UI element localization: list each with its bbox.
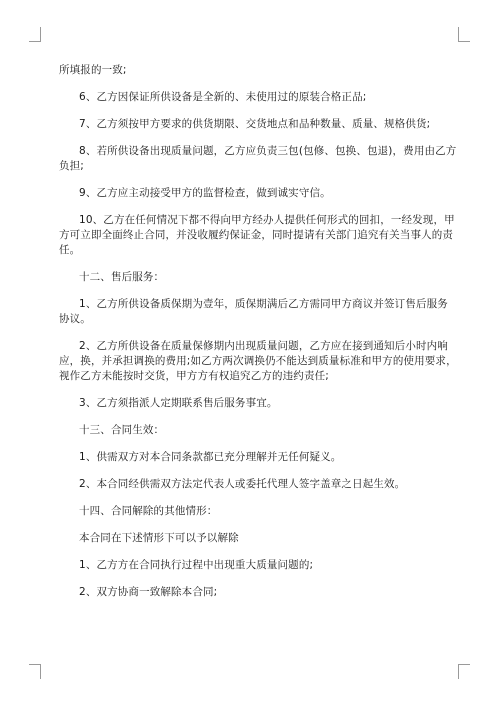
termination-item-2: 2、双方协商一致解除本合同;: [79, 586, 218, 598]
after-sales-item-2-end: 视作乙方未能按时交货，甲方方有权追究乙方的违约责任;: [59, 370, 329, 382]
document-page: [59, 63, 457, 612]
crop-mark-bottom-left: [29, 664, 41, 679]
after-sales-item-1-continued: 协议。: [59, 313, 91, 325]
crop-mark-top-left: [29, 27, 41, 42]
effect-item-1: 1、供需双方对本合同条款都已充分理解并无任何疑义。: [79, 451, 342, 463]
clause-8: 8、若所供设备出现质量问题，乙方应负责三包(包修、包换、包退)，费用由乙方: [79, 145, 457, 157]
termination-item-1: 1、乙方方在合同执行过程中出现重大质量问题的;: [79, 559, 314, 571]
clause-8-continued: 负担;: [59, 160, 84, 172]
termination-intro: 本合同在下述情形下可以予以解除: [79, 532, 239, 544]
text-line: 所填报的一致;: [59, 64, 127, 76]
clause-10: 10、乙方在任何情况下都不得向甲方经办人提供任何形式的回扣，一经发现，甲: [79, 214, 455, 226]
after-sales-item-3: 3、乙方须指派人定期联系售后服务事宜。: [79, 397, 278, 409]
clause-6: 6、乙方因保证所供设备是全新的、未使用过的原装合格正品;: [79, 91, 367, 103]
section-heading-termination: 十四、合同解除的其他情形：: [79, 505, 218, 517]
after-sales-item-2: 2、乙方所供设备在质量保修期内出现质量问题，乙方应在接到通知后小时内响: [79, 340, 448, 352]
after-sales-item-1: 1、乙方所供设备质保期为壹年，质保期满后乙方需同甲方商议并签订售后服务: [79, 298, 448, 310]
clause-10-continued: 方可立即全面终止合同，并没收履约保证金，同时提请有关部门追究有关当事人的责: [59, 229, 454, 241]
crop-mark-bottom-right: [458, 664, 470, 679]
after-sales-item-2-continued: 应，换，并承担调换的费用;如乙方两次调换仍不能达到质量标准和甲方的使用要求，: [59, 355, 457, 367]
clause-7: 7、乙方须按甲方要求的供货期限、交货地点和品种数量、质量、规格供货;: [79, 118, 431, 130]
crop-mark-top-right: [458, 27, 470, 42]
effect-item-2: 2、本合同经供需双方法定代表人或委托代理人签字盖章之日起生效。: [79, 478, 406, 490]
clause-10-end: 任。: [59, 244, 81, 256]
section-heading-effect: 十三、合同生效：: [79, 424, 165, 436]
clause-9: 9、乙方应主动接受甲方的监督检查，做到诚实守信。: [79, 187, 331, 199]
section-heading-after-sales: 十二、售后服务：: [79, 271, 165, 283]
